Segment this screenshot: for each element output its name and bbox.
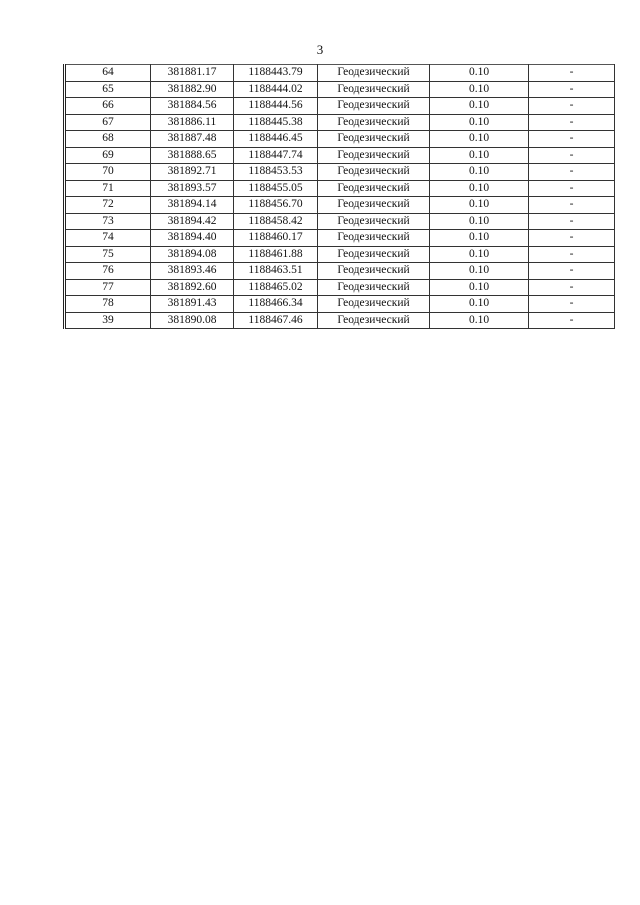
table-row bbox=[65, 197, 615, 214]
method-cell: Геодезический bbox=[318, 114, 430, 131]
table-row bbox=[65, 312, 615, 329]
point-number-cell: 69 bbox=[65, 147, 151, 164]
accuracy-cell: 0.10 bbox=[430, 81, 529, 98]
note-cell: - bbox=[529, 98, 615, 115]
point-number-cell: 71 bbox=[65, 180, 151, 197]
note-cell: - bbox=[529, 131, 615, 148]
coord-x-cell: 381893.57 bbox=[151, 180, 234, 197]
table-row bbox=[65, 279, 615, 296]
coord-x-cell: 381891.43 bbox=[151, 296, 234, 313]
coord-y-cell: 1188455.05 bbox=[234, 180, 318, 197]
coord-y-cell: 1188465.02 bbox=[234, 279, 318, 296]
coord-y-cell: 1188453.53 bbox=[234, 164, 318, 181]
table-row bbox=[65, 263, 615, 280]
coord-y-cell: 1188461.88 bbox=[234, 246, 318, 263]
note-cell: - bbox=[529, 312, 615, 329]
coord-y-cell: 1188447.74 bbox=[234, 147, 318, 164]
note-cell: - bbox=[529, 81, 615, 98]
note-cell: - bbox=[529, 230, 615, 247]
note-cell: - bbox=[529, 147, 615, 164]
note-cell: - bbox=[529, 263, 615, 280]
accuracy-cell: 0.10 bbox=[430, 263, 529, 280]
point-number-cell: 64 bbox=[65, 65, 151, 82]
accuracy-cell: 0.10 bbox=[430, 147, 529, 164]
point-number-cell: 66 bbox=[65, 98, 151, 115]
point-number-cell: 72 bbox=[65, 197, 151, 214]
method-cell: Геодезический bbox=[318, 98, 430, 115]
coord-x-cell: 381894.42 bbox=[151, 213, 234, 230]
page-number: 3 bbox=[316, 42, 324, 57]
method-cell: Геодезический bbox=[318, 230, 430, 247]
table-row bbox=[65, 180, 615, 197]
coord-y-cell: 1188463.51 bbox=[234, 263, 318, 280]
point-number-cell: 76 bbox=[65, 263, 151, 280]
note-cell: - bbox=[529, 197, 615, 214]
accuracy-cell: 0.10 bbox=[430, 114, 529, 131]
coord-y-cell: 1188460.17 bbox=[234, 230, 318, 247]
table-row bbox=[65, 246, 615, 263]
coord-y-cell: 1188444.56 bbox=[234, 98, 318, 115]
table-row bbox=[65, 131, 615, 148]
coord-x-cell: 381887.48 bbox=[151, 131, 234, 148]
table-row bbox=[65, 230, 615, 247]
method-cell: Геодезический bbox=[318, 296, 430, 313]
note-cell: - bbox=[529, 180, 615, 197]
point-number-cell: 73 bbox=[65, 213, 151, 230]
accuracy-cell: 0.10 bbox=[430, 164, 529, 181]
method-cell: Геодезический bbox=[318, 81, 430, 98]
method-cell: Геодезический bbox=[318, 164, 430, 181]
coord-x-cell: 381882.90 bbox=[151, 81, 234, 98]
coord-x-cell: 381892.71 bbox=[151, 164, 234, 181]
method-cell: Геодезический bbox=[318, 279, 430, 296]
accuracy-cell: 0.10 bbox=[430, 180, 529, 197]
table-row bbox=[65, 65, 615, 82]
coord-y-cell: 1188444.02 bbox=[234, 81, 318, 98]
accuracy-cell: 0.10 bbox=[430, 197, 529, 214]
coord-x-cell: 381894.08 bbox=[151, 246, 234, 263]
coordinates-table-body bbox=[65, 65, 615, 329]
note-cell: - bbox=[529, 213, 615, 230]
accuracy-cell: 0.10 bbox=[430, 296, 529, 313]
point-number-cell: 39 bbox=[65, 312, 151, 329]
point-number-cell: 68 bbox=[65, 131, 151, 148]
coord-x-cell: 381892.60 bbox=[151, 279, 234, 296]
method-cell: Геодезический bbox=[318, 65, 430, 82]
table-row bbox=[65, 164, 615, 181]
coordinates-table bbox=[63, 64, 615, 329]
accuracy-cell: 0.10 bbox=[430, 213, 529, 230]
method-cell: Геодезический bbox=[318, 246, 430, 263]
coordinates-table-container bbox=[63, 64, 613, 329]
coord-x-cell: 381894.14 bbox=[151, 197, 234, 214]
coord-x-cell: 381890.08 bbox=[151, 312, 234, 329]
accuracy-cell: 0.10 bbox=[430, 312, 529, 329]
note-cell: - bbox=[529, 65, 615, 82]
point-number-cell: 78 bbox=[65, 296, 151, 313]
method-cell: Геодезический bbox=[318, 263, 430, 280]
point-number-cell: 77 bbox=[65, 279, 151, 296]
coord-y-cell: 1188467.46 bbox=[234, 312, 318, 329]
table-row bbox=[65, 81, 615, 98]
coord-y-cell: 1188445.38 bbox=[234, 114, 318, 131]
coord-x-cell: 381894.40 bbox=[151, 230, 234, 247]
accuracy-cell: 0.10 bbox=[430, 98, 529, 115]
table-row bbox=[65, 98, 615, 115]
note-cell: - bbox=[529, 246, 615, 263]
point-number-cell: 67 bbox=[65, 114, 151, 131]
method-cell: Геодезический bbox=[318, 180, 430, 197]
coord-x-cell: 381893.46 bbox=[151, 263, 234, 280]
table-row bbox=[65, 114, 615, 131]
coord-y-cell: 1188458.42 bbox=[234, 213, 318, 230]
accuracy-cell: 0.10 bbox=[430, 131, 529, 148]
coord-y-cell: 1188443.79 bbox=[234, 65, 318, 82]
table-row bbox=[65, 296, 615, 313]
point-number-cell: 70 bbox=[65, 164, 151, 181]
coord-y-cell: 1188466.34 bbox=[234, 296, 318, 313]
note-cell: - bbox=[529, 296, 615, 313]
coord-x-cell: 381886.11 bbox=[151, 114, 234, 131]
coord-x-cell: 381884.56 bbox=[151, 98, 234, 115]
coord-x-cell: 381888.65 bbox=[151, 147, 234, 164]
method-cell: Геодезический bbox=[318, 312, 430, 329]
note-cell: - bbox=[529, 114, 615, 131]
method-cell: Геодезический bbox=[318, 213, 430, 230]
accuracy-cell: 0.10 bbox=[430, 246, 529, 263]
method-cell: Геодезический bbox=[318, 131, 430, 148]
note-cell: - bbox=[529, 279, 615, 296]
note-cell: - bbox=[529, 164, 615, 181]
accuracy-cell: 0.10 bbox=[430, 65, 529, 82]
point-number-cell: 74 bbox=[65, 230, 151, 247]
method-cell: Геодезический bbox=[318, 197, 430, 214]
coord-y-cell: 1188456.70 bbox=[234, 197, 318, 214]
coord-y-cell: 1188446.45 bbox=[234, 131, 318, 148]
coord-x-cell: 381881.17 bbox=[151, 65, 234, 82]
method-cell: Геодезический bbox=[318, 147, 430, 164]
point-number-cell: 75 bbox=[65, 246, 151, 263]
point-number-cell: 65 bbox=[65, 81, 151, 98]
table-row bbox=[65, 147, 615, 164]
table-row bbox=[65, 213, 615, 230]
accuracy-cell: 0.10 bbox=[430, 230, 529, 247]
accuracy-cell: 0.10 bbox=[430, 279, 529, 296]
